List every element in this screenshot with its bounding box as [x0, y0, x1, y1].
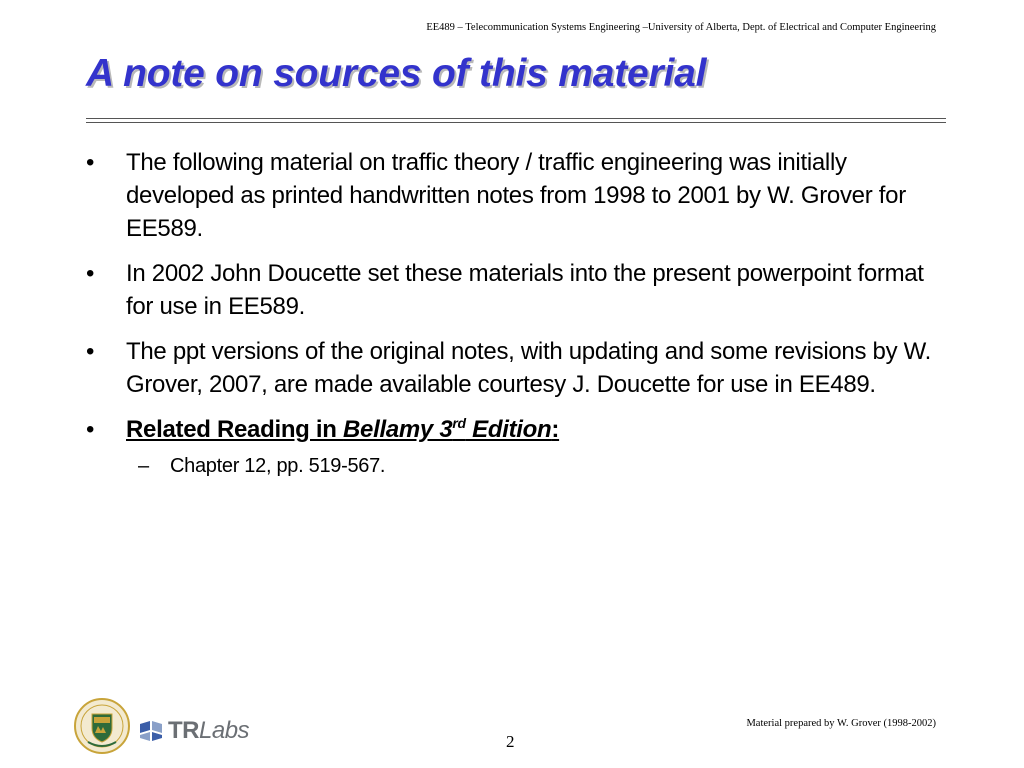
bullet-list	[86, 146, 946, 480]
bullet-icon: •	[86, 416, 95, 443]
bullet-text: In 2002 John Doucette set these materials into the present powerpoint format for use in EE589.	[126, 260, 924, 320]
university-seal-icon	[74, 698, 130, 754]
reading-suffix: :	[551, 416, 560, 443]
title-divider-top	[86, 118, 946, 119]
slide-title: A note on sources of this material	[86, 52, 707, 95]
trlabs-icon	[138, 720, 164, 742]
sub-item-text: Chapter 12, pp. 519-567.	[170, 455, 386, 477]
bullet-item	[86, 335, 946, 401]
sub-item	[126, 452, 946, 480]
sub-list	[126, 452, 946, 480]
bullet-icon: •	[86, 149, 95, 176]
course-header: EE489 – Telecommunication Systems Engineering –University of Alberta, Dept. of Electrical and Computer Engineering	[426, 22, 936, 33]
trlabs-labs: Labs	[199, 717, 250, 744]
page-number: 2	[506, 732, 515, 751]
footer-credit: Material prepared by W. Grover (1998-2002)	[746, 718, 936, 729]
trlabs-logo	[138, 714, 249, 748]
reading-book-title	[343, 416, 551, 443]
trlabs-tr: TR	[168, 717, 199, 744]
bullet-item	[86, 257, 946, 323]
reading-edition: Edition	[465, 416, 552, 443]
bullet-icon: •	[86, 260, 95, 287]
reading-book: Bellamy 3	[343, 416, 453, 443]
dash-icon: –	[138, 455, 149, 477]
trlabs-wordmark	[168, 717, 249, 745]
related-reading-item	[86, 413, 946, 480]
reading-superscript: rd	[452, 415, 466, 431]
slide-body	[86, 146, 946, 492]
bullet-item	[86, 146, 946, 245]
reading-prefix: Related Reading in	[126, 416, 344, 443]
bullet-text: The ppt versions of the original notes, with updating and some revisions by W. Grover, 2007, are made available courtesy J. Doucette for use in EE489.	[126, 338, 932, 398]
related-reading-heading	[126, 416, 559, 443]
bullet-icon: •	[86, 338, 95, 365]
bullet-text: The following material on traffic theory / traffic engineering was initially developed as printed handwritten notes from 1998 to 2001 by W. Grover for EE589.	[126, 149, 906, 242]
title-divider-bottom	[86, 122, 946, 123]
